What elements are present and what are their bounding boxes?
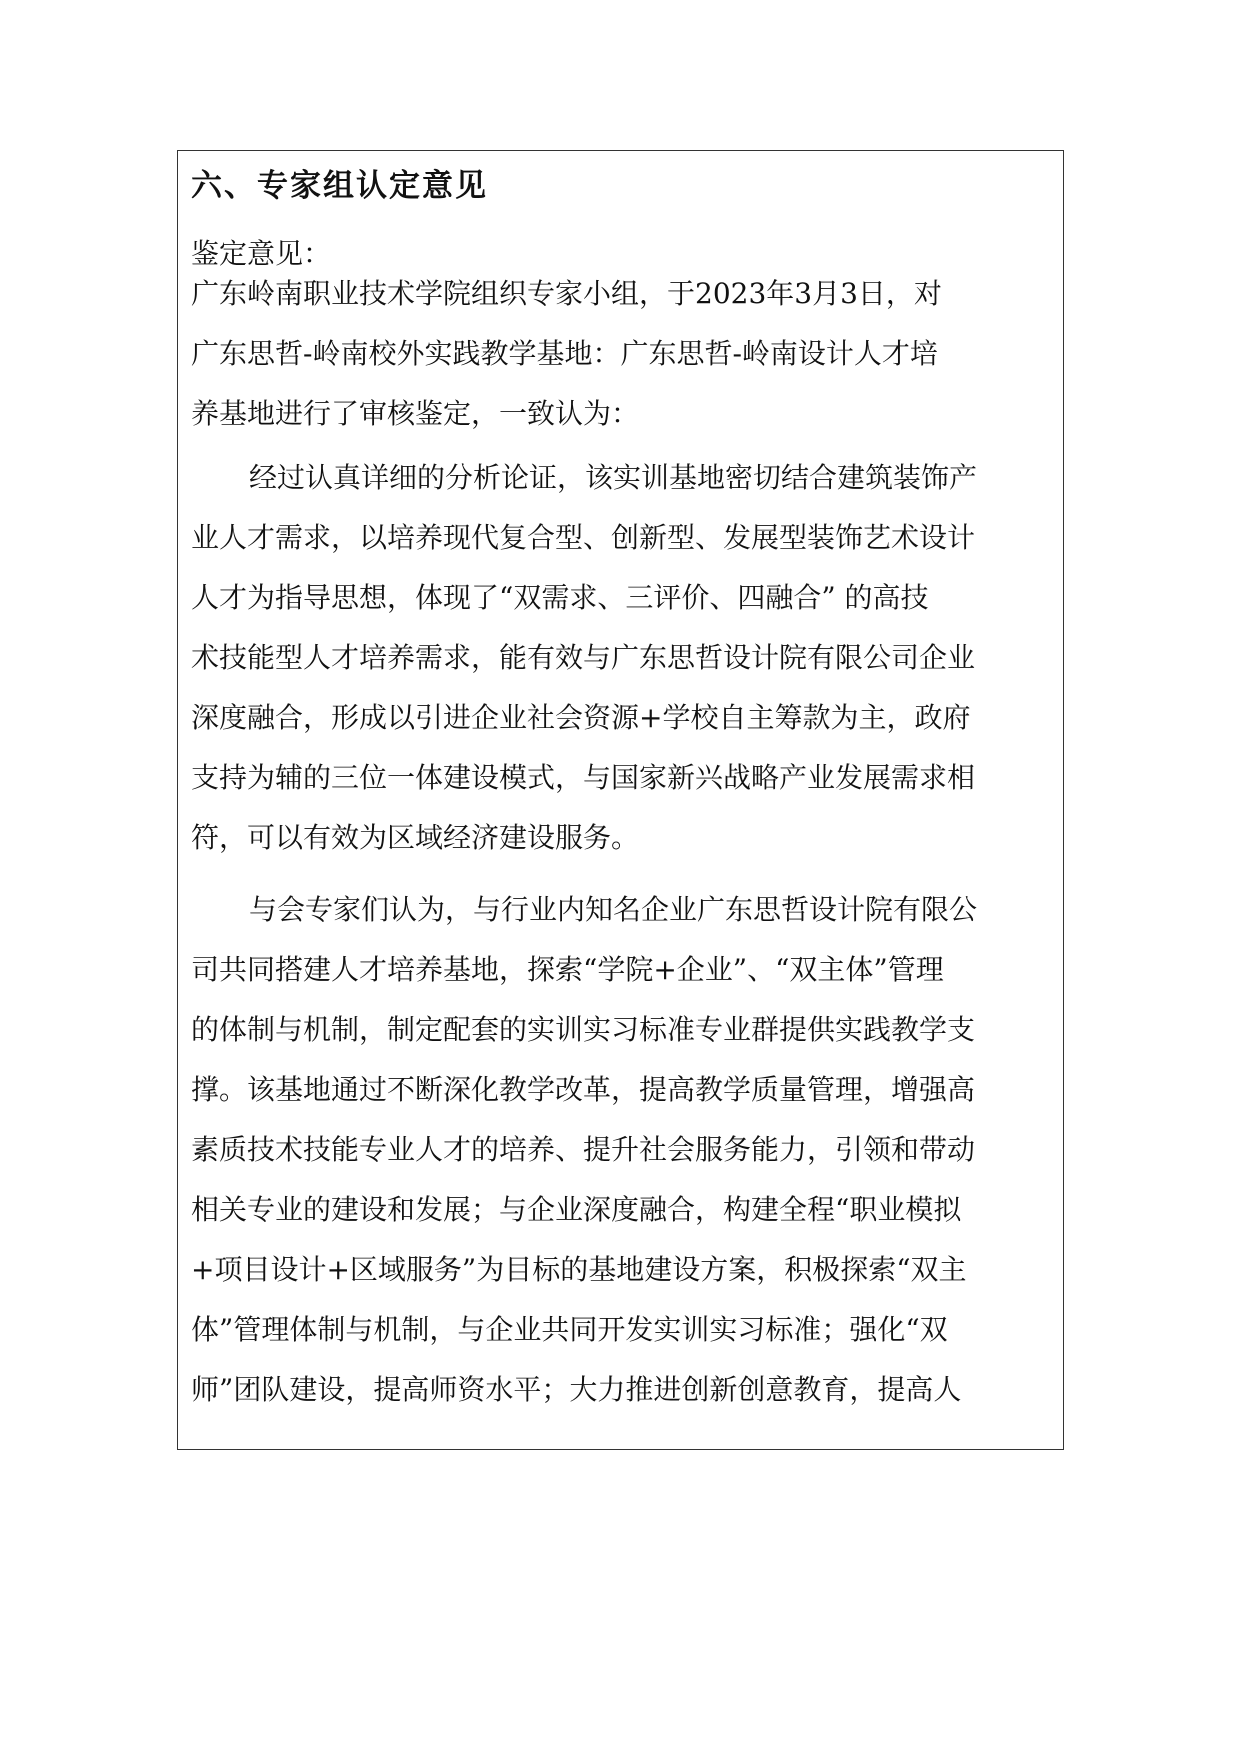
paragraph-3-line: 与会专家们认为，与行业内知名企业广东思哲设计院有限公 — [249, 893, 978, 926]
paragraph-2-line: 符，可以有效为区域经济建设服务。 — [191, 821, 640, 854]
paragraph-1-line: 广东思哲-岭南校外实践教学基地：广东思哲-岭南设计人才培 — [191, 337, 938, 370]
paragraph-1-line: 养基地进行了审核鉴定，一致认为： — [191, 397, 640, 430]
paragraph-3-line: 师”团队建设，提高师资水平；大力推进创新创意教育，提高人 — [191, 1373, 962, 1406]
paragraph-2-line: 业人才需求，以培养现代复合型、创新型、发展型装饰艺术设计 — [191, 521, 976, 554]
paragraph-3-line: 司共同搭建人才培养基地，探索“学院+企业”、“双主体”管理 — [191, 953, 944, 986]
paragraph-2-line: 支持为辅的三位一体建设模式，与国家新兴战略产业发展需求相 — [191, 761, 976, 794]
paragraph-3-line: 的体制与机制，制定配套的实训实习标准专业群提供实践教学支 — [191, 1013, 976, 1046]
paragraph-3-line: 体”管理体制与机制，与企业共同开发实训实习标准；强化“双 — [191, 1313, 948, 1346]
opinion-label: 鉴定意见： — [191, 237, 332, 270]
paragraph-2-line: 深度融合，形成以引进企业社会资源+学校自主筹款为主，政府 — [191, 701, 971, 734]
paragraph-1-line: 广东岭南职业技术学院组织专家小组，于2023年3月3日，对 — [191, 277, 942, 310]
paragraph-3-line: 撑。该基地通过不断深化教学改革，提高教学质量管理，增强高 — [191, 1073, 976, 1106]
paragraph-2-line: 经过认真详细的分析论证，该实训基地密切结合建筑装饰产 — [249, 461, 978, 494]
paragraph-2-line: 人才为指导思想，体现了“双需求、三评价、四融合” 的高技 — [191, 581, 929, 614]
paragraph-3-line: 相关专业的建设和发展；与企业深度融合，构建全程“职业模拟 — [191, 1193, 962, 1226]
paragraph-2-line: 术技能型人才培养需求，能有效与广东思哲设计院有限公司企业 — [191, 641, 976, 674]
paragraph-3-line: +项目设计+区域服务”为目标的基地建设方案，积极探索“双主 — [191, 1253, 967, 1286]
paragraph-3-line: 素质技术技能专业人才的培养、提升社会服务能力，引领和带动 — [191, 1133, 976, 1166]
section-title: 六、专家组认定意见 — [191, 168, 488, 204]
